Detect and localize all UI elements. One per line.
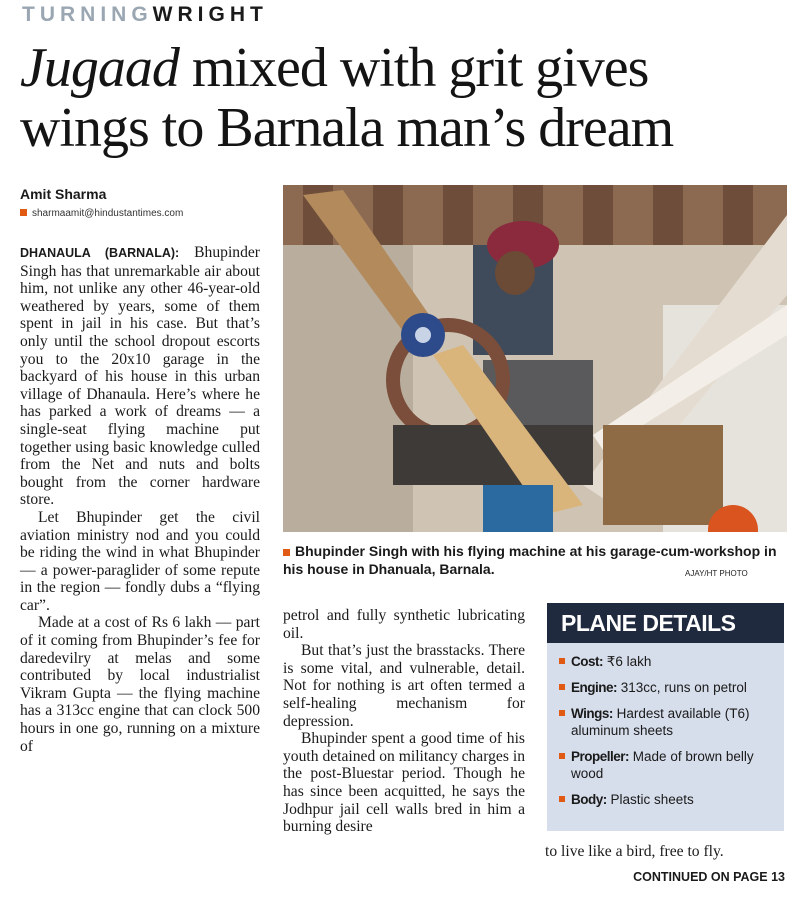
article-paragraph-7: to live like a bird, free to fly.	[545, 843, 724, 860]
detail-propeller	[559, 748, 774, 782]
article-paragraph-2: Let Bhupinder get the civil aviation ministry nod and you could be riding the wind in what Bhupinder — a power-paraglider of some repute in the region — fondly dubs a “flying car”.	[20, 508, 260, 614]
detail-body	[559, 791, 774, 808]
bullet-icon	[559, 710, 565, 716]
bullet-icon	[559, 796, 565, 802]
dateline: DHANAULA (BARNALA):	[20, 246, 180, 260]
article-photo	[283, 185, 787, 532]
continued-link[interactable]: CONTINUED ON PAGE 13	[633, 870, 785, 884]
article-paragraph-1: Bhupinder Singh has that unremarkable air about him, not unlike any other 46-year-old weathered by years, some of them spent in jail in his case. But that’s only until the school dropout escorts you to the 20x10 garage in the backyard of his house in this urban village of Dhanaula. Here’s where he has parked a work of dreams — a single-seat flying machine put together using basic knowledge culled from the Net and nuts and bolts bought from the corner hardware store.	[20, 244, 260, 509]
plane-details-title: PLANE DETAILS	[547, 603, 784, 643]
section-kicker	[22, 3, 268, 27]
bullet-icon	[559, 753, 565, 759]
article-paragraph-4: petrol and fully synthetic lubricating oil.	[283, 607, 525, 642]
detail-cost	[559, 653, 774, 670]
detail-engine	[559, 679, 774, 696]
flying-machine-photo	[283, 185, 787, 532]
byline-author: Amit Sharma	[20, 186, 107, 202]
photo-credit: AJAY/HT PHOTO	[685, 569, 748, 578]
email-text: sharmaamit@hindustantimes.com	[32, 208, 184, 219]
detail-value: 313cc, runs on petrol	[620, 680, 747, 695]
headline-rest: mixed with grit gives	[178, 37, 649, 99]
byline-email	[20, 208, 183, 219]
detail-label: Propeller:	[571, 749, 630, 764]
bullet-icon	[559, 684, 565, 690]
article-column-1	[20, 244, 260, 755]
detail-label: Wings:	[571, 706, 613, 721]
caption-text: Bhupinder Singh with his flying machine at his garage-cum-workshop in his house in Dhanuala, Barnala.	[283, 543, 777, 577]
detail-label: Body:	[571, 792, 607, 807]
article-paragraph-6: Bhupinder spent a good time of his youth detained on militancy charges in the post-Bluestar period. Though he has since been acquitted, he says the Jodhpur jail cell walls bred in him a burning desire	[283, 730, 525, 836]
article-paragraph-3: Made at a cost of Rs 6 lakh — part of it coming from Bhupinder’s fee for daredevilry at melas and some contributed by local industrialist Vikram Gupta — the flying machine has a 313cc engine that can clock 500 hours in one go, running on a mixture of	[20, 614, 260, 755]
detail-value: Made of brown belly wood	[571, 749, 754, 781]
article-paragraph-5: But that’s just the brasstacks. There is some vital, and vulnerable, detail. Not for nothing is art often termed a self-healing mechanism for depression.	[283, 642, 525, 730]
detail-value: Hardest available (T6) aluminum sheets	[571, 706, 750, 738]
plane-details-list	[547, 643, 784, 808]
article-column-2	[283, 607, 525, 836]
headline	[20, 38, 790, 158]
detail-value: Plastic sheets	[610, 792, 694, 807]
headline-line-2: wings to Barnala man’s dream	[20, 97, 674, 159]
kicker-part-2: WRIGHT	[152, 3, 268, 26]
article-column-3	[545, 843, 785, 861]
detail-label: Engine:	[571, 680, 617, 695]
kicker-part-1: TURNING	[22, 3, 153, 26]
bullet-icon	[559, 658, 565, 664]
detail-value: ₹6 lakh	[606, 654, 652, 669]
caption-bullet-icon	[283, 549, 290, 556]
email-bullet-icon	[20, 209, 27, 216]
detail-wings	[559, 705, 774, 739]
plane-details-box	[547, 603, 784, 831]
headline-italic: Jugaad	[20, 37, 179, 99]
detail-label: Cost:	[571, 654, 603, 669]
